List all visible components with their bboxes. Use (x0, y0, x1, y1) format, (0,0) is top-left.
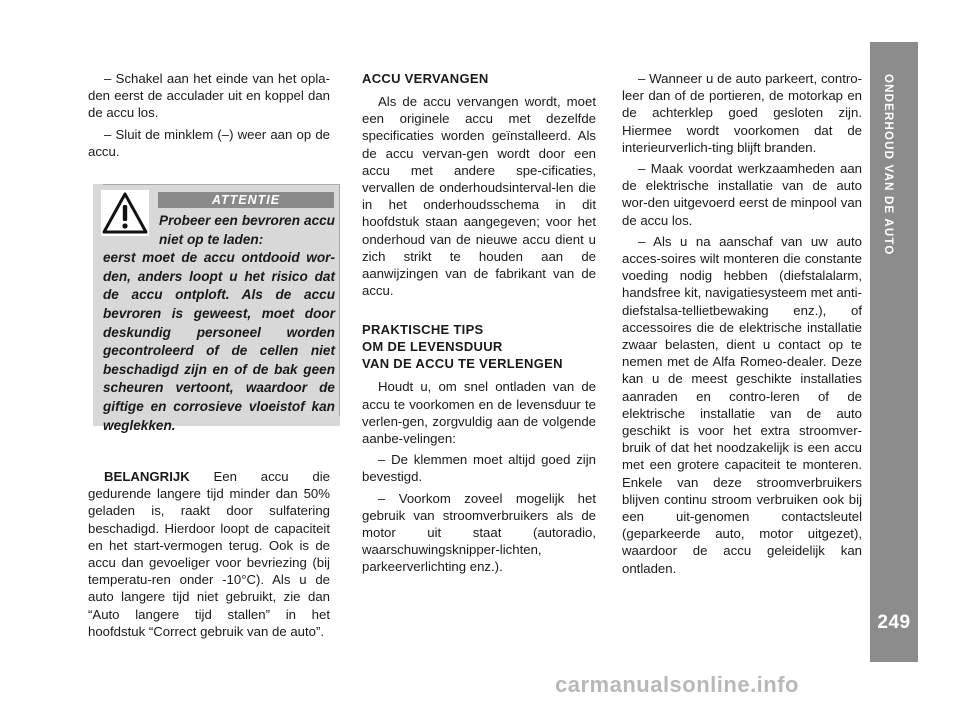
paragraph: Als de accu vervangen wordt, moet een originele accu met dezelfde specificaties worden geïnstalleerd. Als de accu vervan-gen wordt door een accu met andere spe-cificaties, vervallen de onderhoudsinterval-len die in het onderhoudsschema in dit hoofdstuk staan aangegeven; voor het onderhoud van de nieuwe accu dient u zich strikt te houden aan de aanwijzingen van de fabrikant van de accu. (362, 94, 596, 299)
heading-tips-line1: PRAKTISCHE TIPS (362, 322, 484, 338)
warning-text-lead: Probeer een bevroren accu niet op te laden: (159, 213, 335, 247)
heading-tips-line2: OM DE LEVENSDUUR (362, 339, 503, 355)
important-paragraph (88, 468, 330, 640)
paragraph: – Schakel aan het einde van het opla-den eerst de acculader uit en koppel dan de accu los. (88, 71, 330, 121)
warning-box (93, 184, 340, 433)
section-title: ONDERHOUD VAN DE AUTO (882, 74, 894, 256)
column-left (88, 70, 330, 164)
important-text: Een accu die gedurende langere tijd minder dan 50% geladen is, raakt door sulfatering beschadigd. Hierdoor loopt de capaciteit en het start-vermogen terug. Ook is de accu dan gevoeliger voor bevriezing (bij temperatu-ren onder -10°C). Als u de auto langere tijd niet gebruikt, zie dan “Auto langere tijd stallen” in het hoofdstuk “Correct gebruik van de auto”. (88, 469, 330, 639)
heading-accu-vervangen: ACCU VERVANGEN (362, 71, 489, 86)
column-middle (362, 70, 596, 580)
warning-text (103, 212, 335, 435)
paragraph: – Sluit de minklem (–) weer aan op de accu. (88, 126, 330, 159)
important-label: BELANGRIJK (104, 469, 190, 484)
heading-tips-line3: VAN DE ACCU TE VERLENGEN (362, 356, 563, 372)
column-left-lower (88, 468, 330, 644)
warning-text-body: eerst moet de accu ontdooid wor-den, anders loopt u het risico dat de accu ontploft. Als de accu bevroren is geweest, moet door deskundig personeel worden gecontroleerd of de cellen niet beschadigd zijn en of de bak geen scheuren vertoont, waardoor de giftige en corrosieve vloeistof kan weglekken. (103, 250, 335, 433)
paragraph: – Voorkom zoveel mogelijk het gebruik van stroomverbruikers als de motor uit staat (autoradio, waarschuwingsknipper-lichten, parkeerverlichting enz.). (362, 490, 596, 575)
column-right (622, 70, 862, 581)
paragraph: – Als u na aanschaf van uw auto acces-soires wilt monteren die constante voeding nodig hebben (diefstalalarm, handsfree kit, navigatiesysteem met anti-diefstalsa-tellietbewaking enz.), of accessoires die de elektrische installatie zwaar belasten, dient u contact op te nemen met de Alfa Romeo-dealer. Deze kan u de meest geschikte installaties aanraden en contro-leren of de elektrische installatie van de auto geschikt is voor het extra stroomver-bruik of dat het noodzakelijk is een accu met een grotere capaciteit te monteren. Enkele van deze stroomverbruikers blijven continu stroom verbruiken ook bij een uit-genomen contactsleutel (geparkeerde auto, motor uitgezet), waardoor de accu geleidelijk kan ontladen. (622, 233, 862, 576)
section-side-band (870, 42, 918, 662)
warning-badge: ATTENTIE (158, 192, 334, 208)
paragraph: – Maak voordat werkzaamheden aan de elektrische installatie van de auto wor-den uitgevoerd eerst de minpool van de accu los. (622, 161, 862, 228)
paragraph: – Wanneer u de auto parkeert, contro-leer dan of de portieren, de motorkap en de achterklep goed gesloten zijn. Hiermee wordt voorkomen dat de interieurverlich-ting blijft branden. (622, 71, 862, 155)
paragraph: Houdt u, om snel ontladen van de accu te voorkomen en de levensduur te verlen-gen, zorgvuldig aan de volgende aanbe-velingen: (362, 379, 596, 447)
watermark: carmanualsonline.info (555, 672, 799, 697)
page-number: 249 (877, 612, 911, 633)
paragraph: – De klemmen moet altijd goed zijn bevestigd. (362, 452, 596, 485)
